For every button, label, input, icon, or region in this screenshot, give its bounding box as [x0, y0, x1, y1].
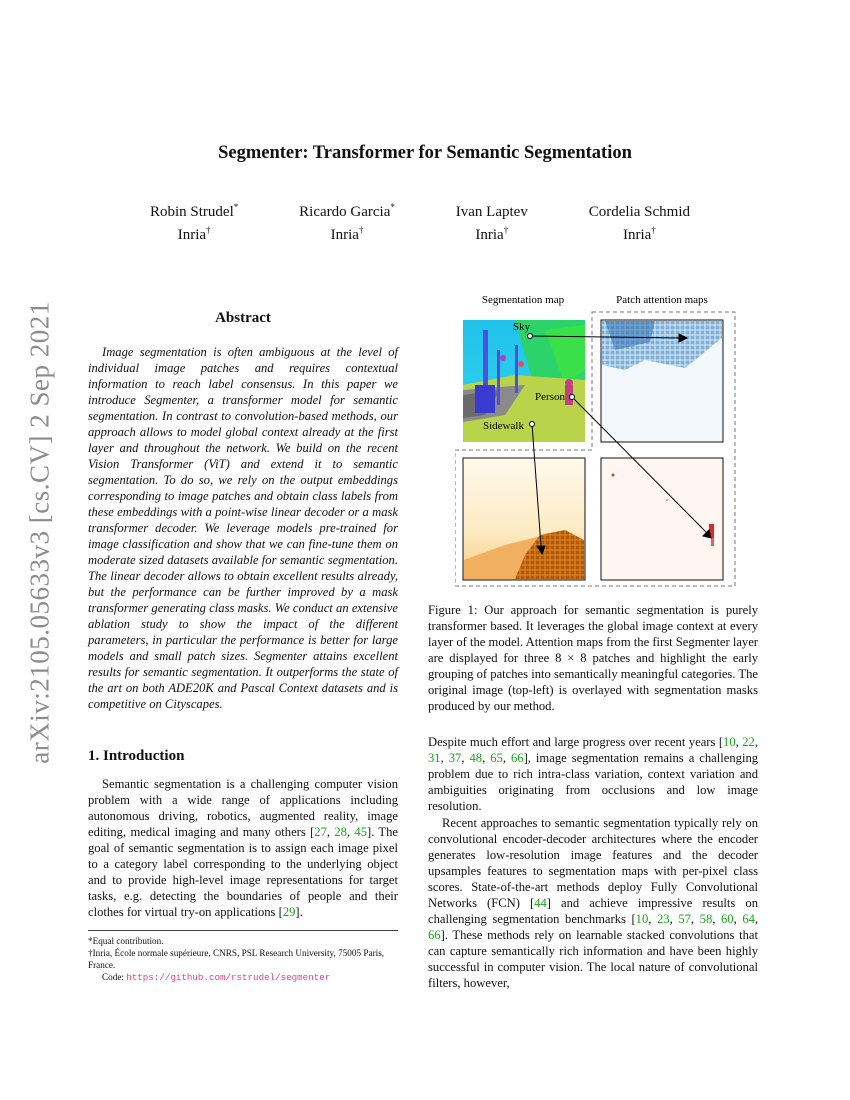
author-affiliation: Inria	[622, 227, 652, 243]
attention-map-sky	[601, 320, 723, 442]
intro-text: Semantic segmentation is a challenging computer vision problem with a wide range of applications including autonomous driving, robotics, augmented reality, image editing, medical imaging and many others [	[88, 777, 398, 839]
citation-link[interactable]: 58	[699, 912, 713, 926]
affiliation-mark: †	[206, 225, 211, 235]
footnote-equal: *Equal contribution.	[88, 936, 164, 946]
affiliation-mark: †	[503, 225, 509, 235]
citation-link[interactable]: 23	[657, 912, 670, 926]
citation-link[interactable]: 37	[448, 751, 462, 765]
citation-link[interactable]: 10	[723, 735, 736, 749]
intro-text: ].	[295, 905, 303, 919]
patch-label-sky: Sky	[513, 321, 531, 333]
citation-link[interactable]: 57	[678, 912, 691, 926]
citation-link[interactable]: 60	[720, 912, 734, 926]
right-column-body	[428, 734, 758, 991]
author-affiliation: Inria	[330, 227, 359, 243]
arxiv-sidebar	[18, 290, 62, 775]
body-paragraph: Recent approaches to semantic segmentation typically rely on convolutional encoder-decoder architectures where the encoder generates low-resolution image features and the decoder upsamples features to segmentation maps with per-pixel class scores. State-of-the-art methods deploy Fully Convolutional Networks (FCN) [44] and achieve impressive results on challenging segmentation benchmarks [10, 23, 57, 58, 60, 64, 66]. These methods rely on learnable stacked convolutions that can capture semantically rich information and have been highly successful in computer vision. The local nature of convolutional filters, however,	[428, 816, 759, 990]
body-text: Recent approaches to semantic segmentation typically rely on convolutional encoder-decoder architectures where the encoder generates low-resolution image features and the decoder upsamples features to segmentation maps with per-pixel class scores. State-of-the-art methods deploy Fully Convolutional Networks (FCN) [	[428, 816, 758, 910]
citation-link[interactable]: 22	[742, 735, 755, 749]
author-name: Robin Strudel	[150, 204, 234, 220]
body-text: ]. These methods rely on learnable stacked convolutions that can capture semantically rich information and have been highly successful in computer vision. The local nature of convolutional filters, however,	[428, 928, 758, 990]
author-list	[150, 198, 690, 244]
figure-label-segmentation: Segmentation map	[481, 294, 565, 306]
body-paragraph: Despite much effort and large progress over recent years [10, 22, 31, 37, 48, 65, 66], image segmentation remains a challenging problem due to rich intra-class variation, context variation and ambiguities originating from occlusions and low image resolution.	[428, 735, 759, 813]
author	[150, 198, 238, 244]
author-affiliation: Inria	[177, 227, 207, 243]
citation-link[interactable]: 10	[635, 912, 649, 926]
section-heading: 1. Introduction	[88, 748, 185, 764]
figure-1	[455, 290, 740, 590]
author-mark: *	[390, 202, 395, 212]
citation-link[interactable]: 48	[469, 751, 483, 765]
body-text: ], image segmentation remains a challenging problem due to rich intra-class variation, context variation and ambiguities originating from occlusions and low image resolution.	[428, 751, 759, 813]
citation-link[interactable]: 31	[428, 751, 441, 765]
figure-label-attention: Patch attention maps	[616, 294, 708, 306]
footnotes	[88, 930, 398, 984]
segmentation-image	[463, 320, 585, 442]
footnote-code-label: Code:	[102, 972, 127, 982]
paper-title: Segmenter: Transformer for Semantic Segmentation	[218, 143, 632, 163]
arxiv-id: arXiv:2105.05633v3 [cs.CV] 2 Sep 2021	[24, 301, 55, 764]
citation-link[interactable]: 27	[314, 825, 327, 839]
body-text: Despite much effort and large progress over recent years [	[428, 735, 724, 749]
affiliation-mark: †	[358, 225, 364, 235]
affiliation-mark: †	[651, 225, 656, 235]
code-link[interactable]: https://github.com/rstrudel/segmenter	[126, 972, 331, 983]
author-name: Cordelia Schmid	[588, 204, 690, 220]
abstract-text: Image segmentation is often ambiguous at the level of individual image patches and requires contextual information to reach label consensus. In this paper we introduce Segmenter, a transformer model for semantic segmentation. In contrast to convolution-based methods, our approach allows to model global context already at the first layer and throughout the network. We build on the recent Vision Transformer (ViT) and extend it to semantic segmentation. To do so, we rely on the output embeddings corresponding to image patches and obtain class labels from these embeddings with a point-wise linear decoder or a mask transformer decoder. We leverage models pre-trained for image classification and show that we can fine-tune them on moderate sized datasets available for semantic segmentation. The linear decoder allows to obtain excellent results already, but the performance can be further improved by a mask transformer generating class masks. We conduct an extensive ablation study to show the impact of the different parameters, in particular the performance is better for large models and small patch sizes. Segmenter attains excellent results for semantic segmentation. It outperforms the state of the art on both ADE20K and Pascal Context datasets and is competitive on Cityscapes.	[88, 345, 398, 711]
author-mark: *	[233, 202, 239, 212]
footnote-inria: †Inria, École normale supérieure, CNRS, PSL Research University, 75005 Paris, France.	[88, 948, 385, 970]
citation-link[interactable]: 44	[534, 896, 547, 910]
citation-link[interactable]: 45	[354, 825, 367, 839]
abstract-heading: Abstract	[215, 310, 271, 326]
citation-link[interactable]: 66	[511, 751, 524, 765]
patch-label-person: Person	[535, 391, 565, 403]
citation-link[interactable]: 28	[334, 825, 347, 839]
intro-text: ]. The goal of semantic segmentation is to assign each image pixel to a category label corresponding to the underlying object and to provide high-level image representations for target tasks, e.g. detecting the boundaries of people and their clothes for virtual try-on applications [	[88, 825, 399, 919]
author-affiliation: Inria	[475, 227, 504, 243]
citation-link[interactable]: 29	[282, 905, 296, 919]
intro-paragraph: Semantic segmentation is a challenging computer vision problem with a wide range of applications including autonomous driving, robotics, augmented reality, image editing, medical imaging and many others [27, 28, 45]. The goal of semantic segmentation is to assign each image pixel to a category label corresponding to the underlying object and to provide high-level image representations for target tasks, e.g. detecting the boundaries of people and their clothes for virtual try-on applications [29].	[88, 777, 399, 919]
citation-link[interactable]: 65	[490, 751, 503, 765]
author	[299, 198, 395, 244]
body-text: ] and achieve impressive results on challenging segmentation benchmarks [	[428, 896, 758, 926]
author-name: Ivan Laptev	[455, 204, 528, 220]
attention-map-sidewalk	[463, 458, 585, 580]
attention-map-person	[601, 458, 723, 580]
author-name: Ricardo Garcia	[299, 204, 391, 220]
patch-label-sidewalk: Sidewalk	[483, 420, 524, 432]
citation-link[interactable]: 64	[742, 912, 755, 926]
figure-caption: Figure 1: Our approach for semantic segmentation is purely transformer based. It leverages the global image context at every layer of the model. Attention maps from the first Segmenter layer are displayed for three 8 × 8 patches and highlight the early grouping of patches into semantically meaningful categories. The original image (top-left) is overlayed with segmentation masks produced by our method.	[428, 603, 758, 713]
citation-link[interactable]: 66	[428, 928, 441, 942]
author	[456, 198, 528, 244]
author	[589, 198, 690, 244]
